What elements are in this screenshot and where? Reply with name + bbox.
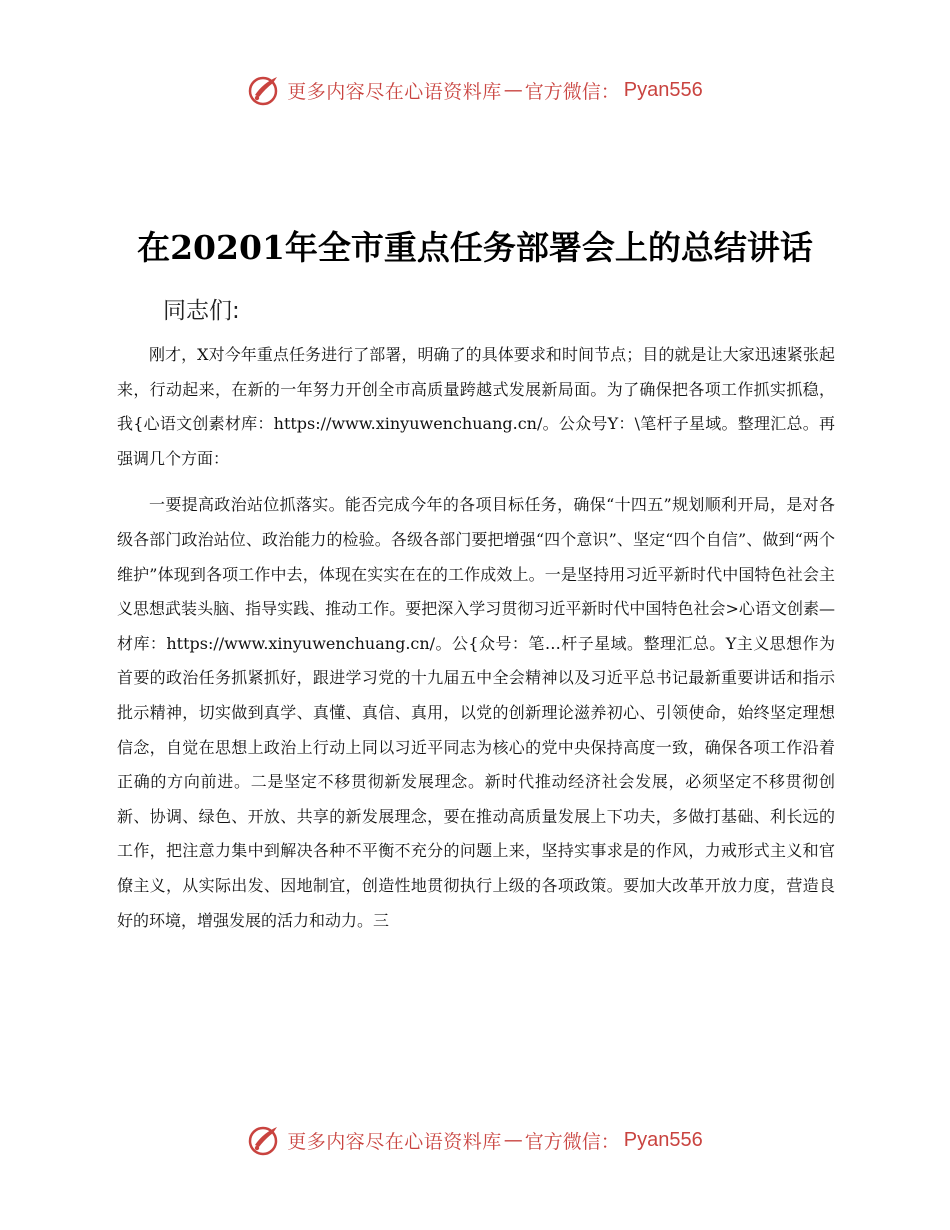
banner-wechat-id: Pyan556: [623, 78, 703, 101]
banner-dash: —: [503, 79, 523, 101]
header-banner: [0, 70, 950, 110]
footer-banner: [0, 1120, 950, 1160]
brush-logo-icon: [247, 73, 281, 107]
banner-main-text: 更多内容尽在心语资料库: [287, 1130, 502, 1153]
banner-sub-text: 官方微信：: [524, 1130, 620, 1153]
paragraph-1: 刚才，X对今年重点任务进行了部署，明确了的具体要求和时间节点；目的就是让大家迅速紧张起来，行动起来，在新的一年努力开创全市高质量跨越式发展新局面。为了确保把各项工作抓实抓稳，我{心语文创素材库：https://www.xinyuwenchuang.cn/。公众号Y：\笔杆子星域。整理汇总。再强调几个方面：: [117, 345, 835, 468]
banner-wechat-id: Pyan556: [623, 1128, 703, 1151]
banner-sub-text: 官方微信：: [524, 80, 620, 103]
brush-logo-icon: [247, 1123, 281, 1157]
document-title: 在20201年全市重点任务部署会上的总结讲话: [137, 228, 813, 267]
banner-dash: —: [503, 1129, 523, 1151]
banner-main-text: 更多内容尽在心语资料库: [287, 80, 502, 103]
greeting: 同志们:: [163, 298, 240, 324]
paragraph-2: 一要提高政治站位抓落实。能否完成今年的各项目标任务，确保“十四五”规划顺利开局，是对各级各部门政治站位、政治能力的检验。各级各部门要把增强“四个意识”、坚定“四个自信”、做到“两个维护”体现到各项工作中去，体现在实实在在的工作成效上。一是坚持用习近平新时代中国特色社会主义思想武装头脑、指导实践、推动工作。要把深入学习贯彻习近平新时代中国特色社会>心语文创素—材库：https://www.xinyuwenchuang.cn/。公{众号：笔…杆子星域。整理汇总。Y主义思想作为首要的政治任务抓紧抓好，跟进学习党的十九届五中全会精神以及习近平总书记最新重要讲话和指示批示精神，切实做到真学、真懂、真信、真用，以党的创新理论滋养初心、引领使命，始终坚定理想信念，自觉在思想上政治上行动上同以习近平同志为核心的党中央保持高度一致，确保各项工作沿着正确的方向前进。二是坚定不移贯彻新发展理念。新时代推动经济社会发展，必须坚定不移贯彻创新、协调、绿色、开放、共享的新发展理念，要在推动高质量发展上下功夫，多做打基础、利长远的工作，把注意力集中到解决各种不平衡不充分的问题上来，坚持实事求是的作风，力戒形式主义和官僚主义，从实际出发、因地制宜，创造性地贯彻执行上级的各项政策。要加大改革开放力度，营造良好的环境，增强发展的活力和动力。三: [117, 495, 835, 930]
document-body: [117, 338, 835, 938]
